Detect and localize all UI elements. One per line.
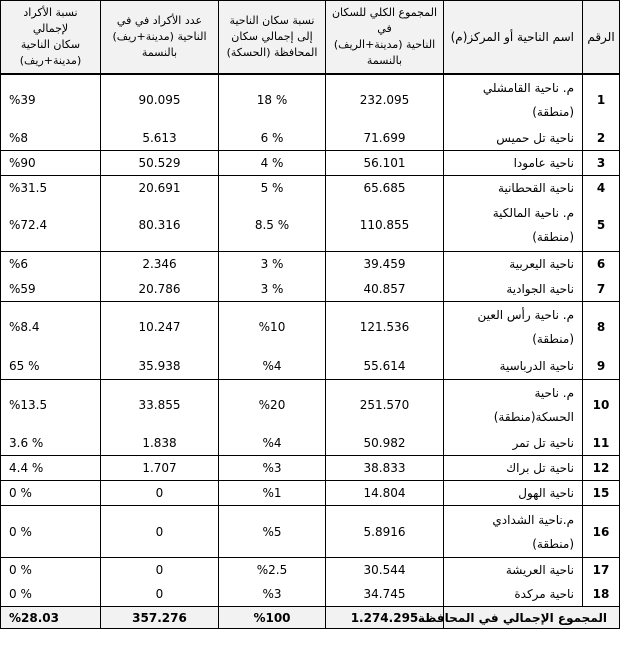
- kurd-count: 0: [101, 506, 219, 558]
- kurd-percentage: %90: [1, 150, 101, 175]
- kurd-percentage: %13.5: [1, 379, 101, 431]
- total-population: 5.8916: [326, 506, 444, 558]
- row-number: 15: [583, 481, 620, 506]
- population-share: % 18: [219, 74, 326, 126]
- kurd-percentage: % 0: [1, 481, 101, 506]
- kurd-percentage: %59: [1, 277, 101, 302]
- district-name: ناحية تل حميس: [444, 126, 583, 151]
- population-share: %5: [219, 506, 326, 558]
- table-row: [1, 456, 620, 481]
- totals-population: 1.274.295: [326, 607, 444, 629]
- kurd-percentage: % 0: [1, 558, 101, 583]
- header-district-name: اسم الناحية أو المركز(م): [444, 1, 583, 74]
- district-name: ناحية اليعربية: [444, 252, 583, 277]
- district-name: ناحية القحطانية: [444, 175, 583, 200]
- total-population: 30.544: [326, 558, 444, 583]
- kurd-count: 5.613: [101, 126, 219, 151]
- table-row: [1, 175, 620, 200]
- total-population: 65.685: [326, 175, 444, 200]
- district-name: ناحية الدرباسية: [444, 353, 583, 379]
- total-population: 39.459: [326, 252, 444, 277]
- row-number: 17: [583, 558, 620, 583]
- district-name: م. ناحية القامشلي (منطقة): [444, 74, 583, 126]
- district-name: ناحية الهول: [444, 481, 583, 506]
- district-name: ناحية تل براك: [444, 456, 583, 481]
- population-share: %3: [219, 582, 326, 607]
- row-number: 16: [583, 506, 620, 558]
- kurd-percentage: % 65: [1, 353, 101, 379]
- kurd-count: 0: [101, 558, 219, 583]
- kurd-count: 90.095: [101, 74, 219, 126]
- population-share: % 3: [219, 252, 326, 277]
- kurd-count: 1.838: [101, 431, 219, 456]
- kurd-percentage: %8.4: [1, 301, 101, 353]
- table-row: [1, 558, 620, 583]
- row-number: 4: [583, 175, 620, 200]
- kurd-count: 20.786: [101, 277, 219, 302]
- kurd-count: 80.316: [101, 200, 219, 252]
- district-name: ناحية العريشة: [444, 558, 583, 583]
- table-row: [1, 126, 620, 151]
- total-population: 34.745: [326, 582, 444, 607]
- kurd-count: 33.855: [101, 379, 219, 431]
- row-number: 18: [583, 582, 620, 607]
- totals-kurd-count: 357.276: [101, 607, 219, 629]
- total-population: 38.833: [326, 456, 444, 481]
- total-population: 50.982: [326, 431, 444, 456]
- population-share: % 6: [219, 126, 326, 151]
- table-row: [1, 582, 620, 607]
- table-row: [1, 506, 620, 558]
- population-share: %3: [219, 456, 326, 481]
- total-population: 14.804: [326, 481, 444, 506]
- table-row: [1, 200, 620, 252]
- row-number: 3: [583, 150, 620, 175]
- district-name: م. ناحية المالكية (منطقة): [444, 200, 583, 252]
- total-population: 232.095: [326, 74, 444, 126]
- header-kurd-percentage: نسبة الأكراد لإجمالي سكان الناحية (مدينة+ريف): [1, 1, 101, 74]
- kurd-percentage: %31.5: [1, 175, 101, 200]
- kurd-percentage: %6: [1, 252, 101, 277]
- district-name: ناحية تل تمر: [444, 431, 583, 456]
- district-name: م.ناحية الشدادي (منطقة): [444, 506, 583, 558]
- population-share: % 4: [219, 150, 326, 175]
- kurd-count: 10.247: [101, 301, 219, 353]
- population-share: % 3: [219, 277, 326, 302]
- district-name: ناحية عامودا: [444, 150, 583, 175]
- row-number: 11: [583, 431, 620, 456]
- population-share: %20: [219, 379, 326, 431]
- total-population: 56.101: [326, 150, 444, 175]
- totals-kurd-percentage: %28.03: [1, 607, 101, 629]
- totals-share: %100: [219, 607, 326, 629]
- kurd-percentage: %39: [1, 74, 101, 126]
- row-number: 8: [583, 301, 620, 353]
- total-population: 55.614: [326, 353, 444, 379]
- table-row: [1, 353, 620, 379]
- table-row: [1, 301, 620, 353]
- totals-label: المجموع الإجمالي في المحافظة: [444, 607, 620, 629]
- kurd-count: 1.707: [101, 456, 219, 481]
- table-row: [1, 252, 620, 277]
- table-row: [1, 150, 620, 175]
- row-number: 10: [583, 379, 620, 431]
- kurd-count: 50.529: [101, 150, 219, 175]
- district-name: م. ناحية الحسكة(منطقة): [444, 379, 583, 431]
- row-number: 7: [583, 277, 620, 302]
- header-row: [1, 1, 620, 74]
- population-share: %1: [219, 481, 326, 506]
- kurd-percentage: % 3.6: [1, 431, 101, 456]
- table-row: [1, 277, 620, 302]
- row-number: 5: [583, 200, 620, 252]
- kurd-percentage: % 0: [1, 506, 101, 558]
- total-population: 40.857: [326, 277, 444, 302]
- total-population: 71.699: [326, 126, 444, 151]
- table-row: [1, 74, 620, 126]
- population-share: %4: [219, 353, 326, 379]
- table-row: [1, 481, 620, 506]
- row-number: 2: [583, 126, 620, 151]
- header-kurd-count: عدد الأكراد في في الناحية (مدينة+ريف) بالنسمة: [101, 1, 219, 74]
- population-share: % 8.5: [219, 200, 326, 252]
- population-share: %4: [219, 431, 326, 456]
- kurd-count: 0: [101, 582, 219, 607]
- population-share: %2.5: [219, 558, 326, 583]
- population-share: % 5: [219, 175, 326, 200]
- kurd-percentage: %8: [1, 126, 101, 151]
- header-number: الرقم: [583, 1, 620, 74]
- total-population: 251.570: [326, 379, 444, 431]
- table-row: [1, 379, 620, 431]
- row-number: 6: [583, 252, 620, 277]
- kurd-count: 0: [101, 481, 219, 506]
- row-number: 1: [583, 74, 620, 126]
- header-population-share: نسبة سكان الناحية إلى إجمالي سكان المحافظة (الحسكة): [219, 1, 326, 74]
- total-population: 121.536: [326, 301, 444, 353]
- kurd-percentage: % 4.4: [1, 456, 101, 481]
- population-share: %10: [219, 301, 326, 353]
- totals-row: [1, 607, 620, 629]
- district-name: ناحية الجوادية: [444, 277, 583, 302]
- kurd-count: 2.346: [101, 252, 219, 277]
- kurd-percentage: %72.4: [1, 200, 101, 252]
- district-name: ناحية مركدة: [444, 582, 583, 607]
- row-number: 9: [583, 353, 620, 379]
- header-total-population: المجموع الكلي للسكان في الناحية (مدينة+الريف) بالنسمة: [326, 1, 444, 74]
- row-number: 12: [583, 456, 620, 481]
- total-population: 110.855: [326, 200, 444, 252]
- kurd-count: 20.691: [101, 175, 219, 200]
- kurd-count: 35.938: [101, 353, 219, 379]
- kurd-percentage: % 0: [1, 582, 101, 607]
- table-row: [1, 431, 620, 456]
- district-name: م. ناحية رأس العين (منطقة): [444, 301, 583, 353]
